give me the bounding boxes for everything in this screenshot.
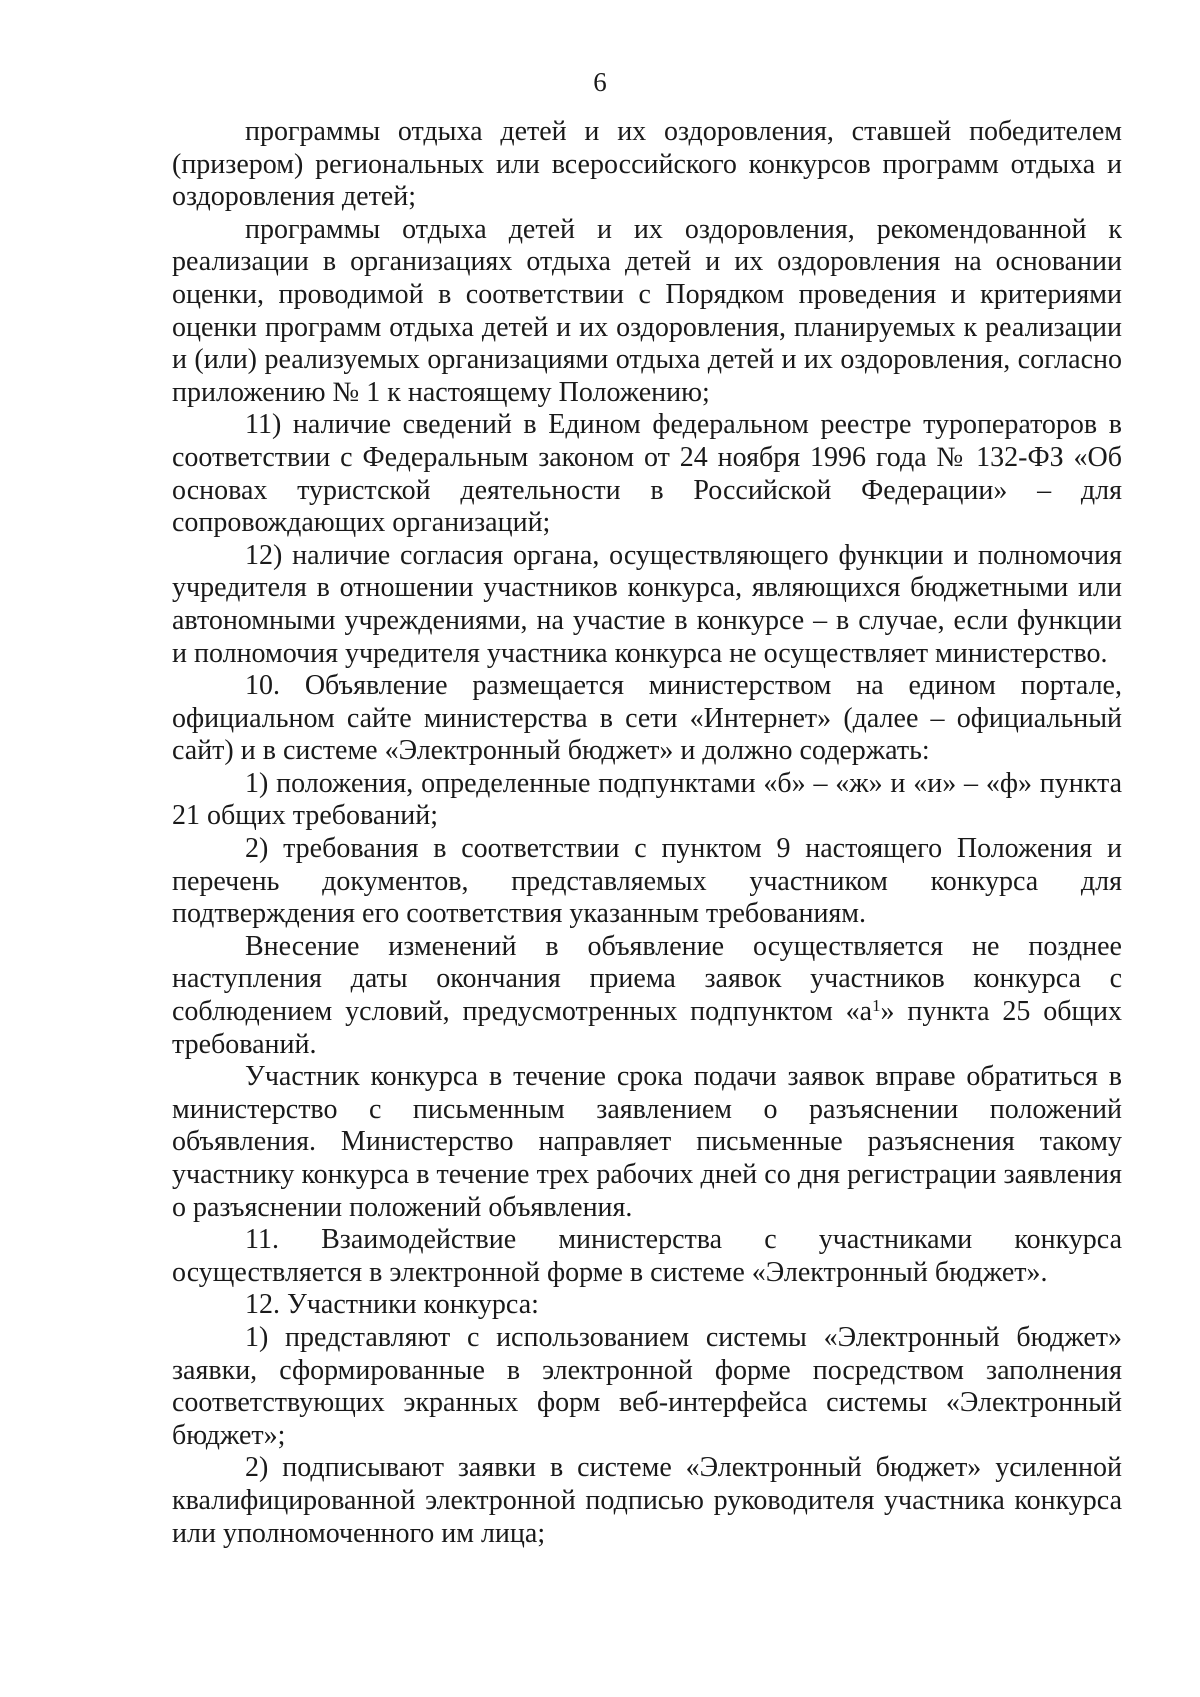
page-number: 6	[593, 67, 607, 97]
amendments-text-before: Внесение изменений в объявление осуществляется не позднее наступления даты окончания приема заявок участников конкурса с соблюдением условий, предусмотренных подпунктом «а	[172, 930, 1122, 1028]
paragraph-announcement-item-2: 2) требования в соответствии с пунктом 9 настоящего Положения и перечень документов, представляемых участником конкурса для подтверждения его соответствия указанным требованиям.	[172, 833, 1122, 930]
paragraph-amendments	[172, 931, 1122, 1061]
paragraph-winner-program: программы отдыха детей и их оздоровления, ставшей победителем (призером) региональных или всероссийского конкурсов программ отдыха и оздоровления детей;	[172, 116, 1122, 213]
paragraph-participants-item-2: 2) подписывают заявки в системе «Электронный бюджет» усиленной квалифицированной электронной подписью руководителя участника конкурса или уполномоченного им лица;	[172, 1452, 1122, 1549]
paragraph-item-11-tour-operators: 11) наличие сведений в Едином федеральном реестре туроператоров в соответствии с Федеральным законом от 24 ноября 1996 года № 132-ФЗ «Об основах туристской деятельности в Российской Федерации» – для сопровождающих организаций;	[172, 409, 1122, 539]
paragraph-item-12-founder-consent: 12) наличие согласия органа, осуществляющего функции и полномочия учредителя в отношении участников конкурса, являющихся бюджетными или автономными учреждениями, на участие в конкурсе – в случае, если функции и полномочия учредителя участника конкурса не осуществляет министерство.	[172, 539, 1122, 669]
paragraph-announcement-item-1: 1) положения, определенные подпунктами «б» – «ж» и «и» – «ф» пункта 21 общих требований;	[172, 767, 1122, 832]
amendments-text-after: » пункта 25 общих требований.	[172, 996, 1122, 1060]
paragraph-section-12-participants: 12. Участники конкурса:	[245, 1289, 539, 1321]
paragraph-section-11-interaction: 11. Взаимодействие министерства с участниками конкурса осуществляется в электронной форме в системе «Электронный бюджет».	[172, 1224, 1122, 1288]
paragraph-section-10-announcement: 10. Объявление размещается министерством на едином портале, официальном сайте министерства в сети «Интернет» (далее – официальный сайт) и в системе «Электронный бюджет» и должно содержать:	[172, 670, 1122, 767]
paragraph-participants-item-1: 1) представляют с использованием системы «Электронный бюджет» заявки, сформированные в электронной форме посредством заполнения соответствующих экранных форм веб-интерфейса системы «Электронный бюджет»;	[172, 1321, 1122, 1451]
amendments-superscript: 1	[872, 995, 881, 1015]
paragraph-recommended-program: программы отдыха детей и их оздоровления, рекомендованной к реализации в организациях отдыха детей и их оздоровления на основании оценки, проводимой в соответствии с Порядком проведения и критериями оценки программ отдыха детей и их оздоровления, планируемых к реализации и (или) реализуемых организациями отдыха детей и их оздоровления, согласно приложению № 1 к настоящему Положению;	[172, 213, 1122, 408]
document-body	[172, 116, 1122, 1550]
paragraph-clarification-request: Участник конкурса в течение срока подачи заявок вправе обратиться в министерство с письменным заявлением о разъяснении положений объявления. Министерство направляет письменные разъяснения такому участнику конкурса в течение трех рабочих дней со дня регистрации заявления о разъяснении положений объявления.	[172, 1061, 1122, 1223]
